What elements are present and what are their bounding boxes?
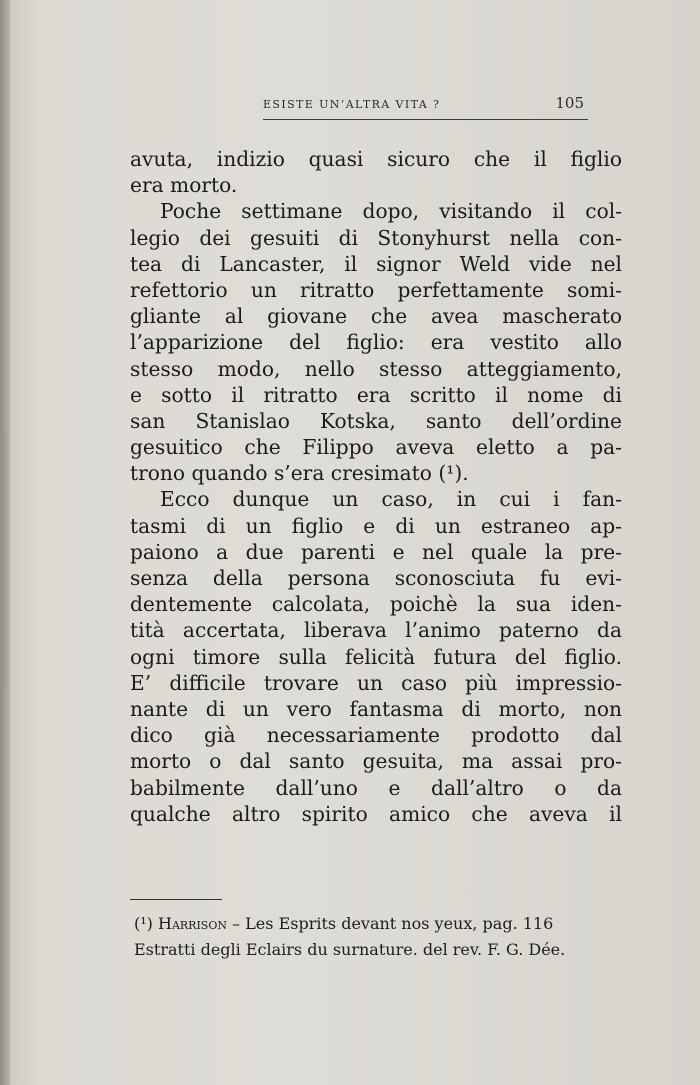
- footnote-author: Harrison: [158, 914, 227, 933]
- text-line: senza della persona sconosciuta fu evi-: [130, 566, 622, 590]
- footnote-citation: – Les Esprits devant nos yeux, pag. 116: [232, 914, 554, 933]
- binding-stitch: [3, 430, 10, 690]
- text-line: gliante al giovane che avea mascherato: [130, 304, 622, 329]
- text-line: legio dei gesuiti di Stonyhurst nella con-: [130, 225, 622, 250]
- text-line: Poche settimane dopo, visitando il col-: [160, 199, 622, 224]
- text-line: tità accertata, liberava l’animo paterno da: [130, 618, 622, 643]
- footnote-marker: (¹): [134, 914, 153, 933]
- text-line: era morto.: [130, 173, 238, 198]
- text-line: dentemente calcolata, poichè la sua iden-: [130, 592, 622, 617]
- text-line: trono quando s’era cresimato (¹).: [130, 461, 469, 486]
- body-text: [130, 146, 622, 827]
- text-line: avuta, indizio quasi sicuro che il figlio: [130, 147, 622, 171]
- text-line: tasmi di un figlio e di un estraneo ap-: [130, 513, 622, 538]
- text-line: Ecco dunque un caso, in cui i fan-: [160, 487, 622, 512]
- text-line: refettorio un ritratto perfettamente somi-: [130, 277, 622, 302]
- header-rule: [263, 119, 588, 120]
- text-line: morto o dal santo gesuita, ma assai pro-: [130, 749, 622, 774]
- text-line: E’ difficile trovare un caso più impressio-: [130, 670, 622, 695]
- text-line: qualche altro spirito amico che aveva il: [130, 801, 622, 826]
- text-line: dico già necessariamente prodotto dal: [130, 723, 622, 748]
- text-line: paiono a due parenti e nel quale la pre-: [130, 539, 622, 564]
- text-line: l’apparizione del figlio: era vestito allo: [130, 330, 622, 355]
- footnote-line: Estratti degli Eclairs du surnature. del rev. F. G. Dée.: [134, 940, 566, 959]
- text-line: e sotto il ritratto era scritto il nome di: [130, 382, 622, 407]
- text-line: nante di un vero fantasma di morto, non: [130, 696, 622, 721]
- text-line: ogni timore sulla felicità futura del figlio.: [130, 644, 622, 669]
- footnote: [134, 911, 634, 963]
- page-number: 105: [555, 94, 584, 112]
- running-title: ESISTE UN’ALTRA VITA ?: [263, 98, 441, 111]
- text-line: stesso modo, nello stesso atteggiamento,: [130, 356, 622, 381]
- text-line: tea di Lancaster, il signor Weld vide nel: [130, 251, 622, 276]
- text-line: san Stanislao Kotska, santo dell’ordine: [130, 408, 622, 433]
- text-line: gesuitico che Filippo aveva eletto a pa-: [130, 435, 622, 460]
- footnote-line: [134, 911, 634, 937]
- running-header: [263, 92, 588, 120]
- text-line: babilmente dall’uno e dall’altro o da: [130, 775, 622, 800]
- footnote-rule: [130, 899, 222, 900]
